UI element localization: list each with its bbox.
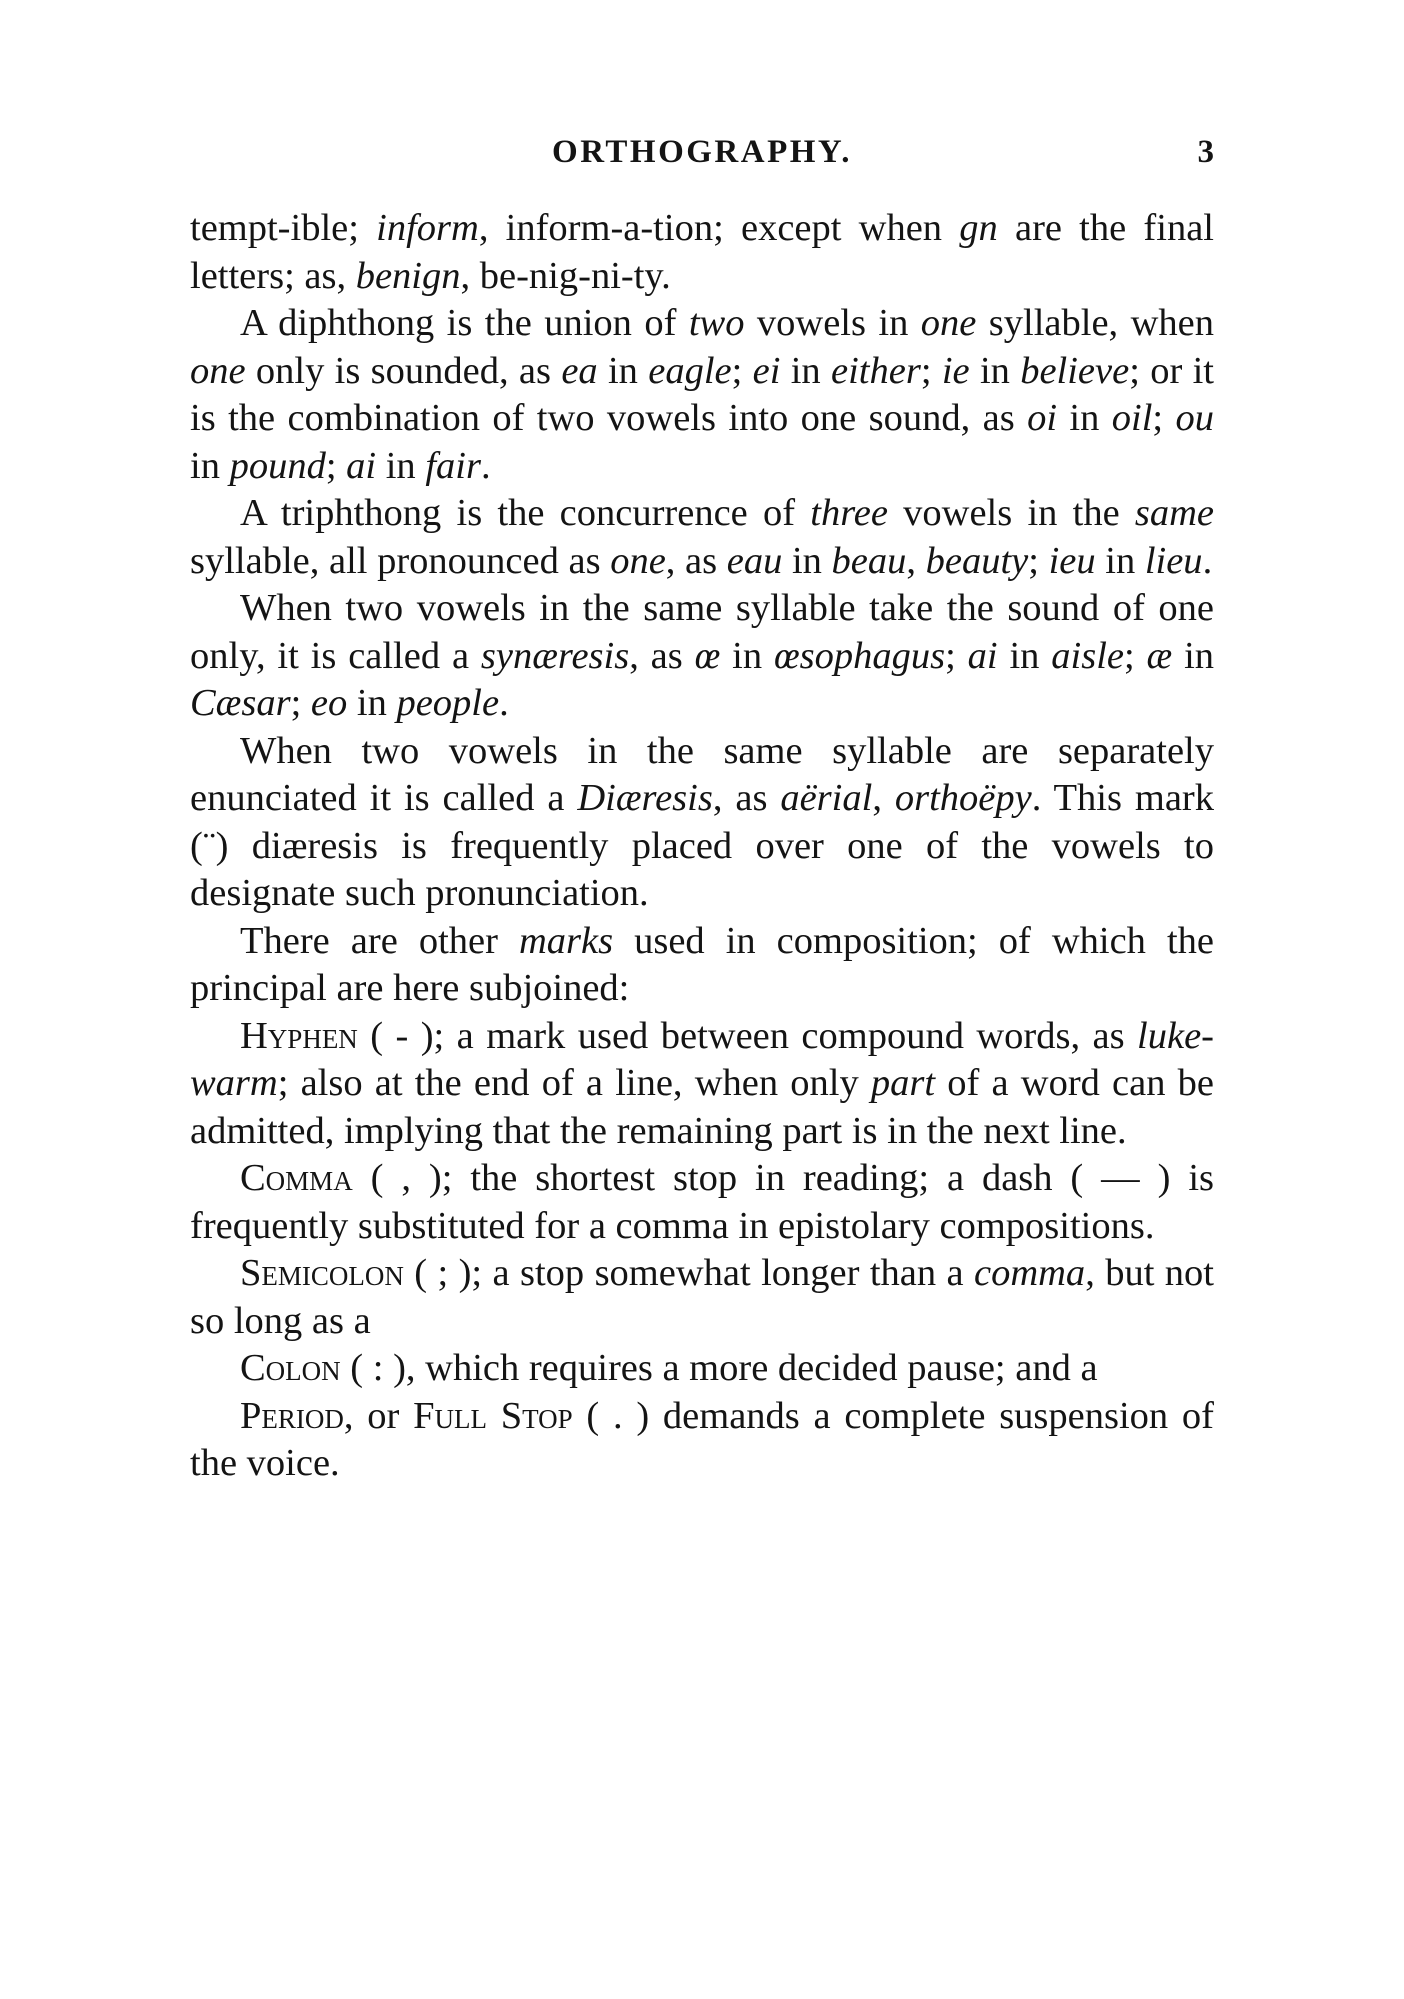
text-run: , be-nig-ni-ty.: [460, 254, 671, 297]
body-text: [190, 205, 1214, 1488]
text-run: ( . ) demands a complete suspension of the voice.: [190, 1394, 1214, 1484]
italic-text-run: one: [190, 349, 246, 392]
page-title: ORTHOGRAPHY.: [552, 134, 852, 170]
text-run: ,: [906, 539, 926, 582]
italic-text-run: eo: [310, 682, 348, 724]
italic-text-run: inform: [376, 207, 479, 249]
text-run: are the final letters; as,: [190, 207, 1214, 297]
italic-text-run: Diæresis: [577, 777, 713, 819]
italic-text-run: gn: [959, 207, 998, 249]
italic-text-run: people: [396, 682, 500, 724]
text-run: There are other: [240, 919, 519, 962]
text-run: ( - ); a mark used between compound words, as: [357, 1014, 1138, 1057]
text-run: only is sounded, as: [245, 349, 562, 392]
text-run: used in composition; of which the principal are here subjoined:: [190, 919, 1214, 1009]
text-run: , or: [343, 1394, 414, 1437]
italic-text-run: one: [610, 539, 666, 582]
text-run: in: [376, 444, 426, 487]
italic-text-run: one: [920, 302, 977, 344]
italic-text-run: ei: [752, 349, 781, 392]
small-caps-term: Colon: [240, 1347, 341, 1389]
paragraph: [190, 1155, 1214, 1250]
italic-text-run: oi: [1027, 397, 1058, 439]
text-run: , as: [629, 634, 695, 677]
italic-text-run: part: [870, 1062, 936, 1104]
italic-text-run: eagle: [648, 349, 732, 392]
italic-text-run: eau: [726, 539, 783, 582]
small-caps-term: Comma: [240, 1157, 353, 1199]
text-run: A triphthong is the concurrence of: [240, 492, 811, 534]
text-run: ; also at the end of a line, when only: [277, 1062, 871, 1104]
running-head: [190, 134, 1214, 184]
text-run: in: [969, 349, 1021, 392]
paragraph: [190, 918, 1214, 1013]
italic-text-run: ie: [941, 349, 970, 392]
text-run: ; or it is the combination of two vowels into one sound, as: [190, 349, 1214, 439]
text-run: in: [720, 634, 774, 677]
italic-text-run: pound: [229, 444, 326, 487]
small-caps-term: Semicolon: [240, 1252, 404, 1294]
italic-text-run: either: [831, 349, 921, 392]
italic-text-run: same: [1134, 492, 1214, 534]
italic-text-run: orthoëpy: [894, 777, 1032, 819]
italic-text-run: synæresis: [480, 634, 630, 677]
paragraph: [190, 728, 1214, 918]
italic-text-run: comma: [973, 1252, 1086, 1294]
italic-text-run: beau: [831, 539, 907, 582]
paragraph: [190, 300, 1214, 490]
text-run: ;: [920, 349, 942, 392]
text-run: When two vowels in the same syllable take the sound of one only, it is called a: [190, 587, 1214, 677]
text-run: When two vowels in the same syllable are separately enunciated it is called a: [190, 729, 1214, 819]
text-run: in: [347, 682, 397, 724]
text-run: ,: [872, 777, 895, 819]
italic-text-run: marks: [518, 919, 614, 962]
italic-text-run: beauty: [925, 539, 1029, 582]
italic-text-run: ai: [346, 444, 377, 487]
text-run: in: [1095, 539, 1145, 582]
small-caps-term: Full Stop: [413, 1394, 573, 1437]
text-run: syllable, all pronounced as: [190, 539, 611, 582]
italic-text-run: lieu: [1144, 539, 1203, 582]
italic-text-run: œsophagus: [773, 634, 946, 677]
text-run: , as: [665, 539, 727, 582]
text-run: ;: [1028, 539, 1049, 582]
paragraph: [190, 205, 1214, 300]
paragraph: [190, 490, 1214, 585]
paragraph: [190, 1393, 1214, 1488]
text-run: ;: [1152, 397, 1176, 439]
text-run: ( : ), which requires a more decided pause; and a: [340, 1347, 1098, 1389]
text-run: in: [597, 349, 649, 392]
paragraph: [190, 1250, 1214, 1345]
text-run: in: [997, 634, 1052, 677]
text-run: tempt-ible;: [190, 207, 377, 249]
text-run: A diphthong is the union of: [240, 302, 689, 344]
italic-text-run: luke-warm: [190, 1014, 1214, 1104]
text-run: , as: [712, 777, 781, 819]
text-run: of a word can be admitted, implying that the remaining part is in the next line.: [190, 1062, 1214, 1152]
italic-text-run: ea: [561, 349, 598, 392]
text-run: in: [190, 444, 230, 487]
text-run: ;: [945, 634, 968, 677]
italic-text-run: aisle: [1051, 634, 1124, 677]
text-run: in: [780, 349, 831, 392]
italic-text-run: two: [688, 302, 745, 344]
paragraph: [190, 1345, 1214, 1393]
text-run: in: [1172, 634, 1215, 677]
page-number: 3: [1197, 134, 1214, 170]
italic-text-run: ieu: [1048, 539, 1096, 582]
text-run: . This mark (¨) diæresis is frequently placed over one of the vowels to designate such pronunciation.: [190, 777, 1214, 914]
small-caps-term: Hyphen: [240, 1014, 358, 1057]
text-run: in: [1057, 397, 1112, 439]
text-run: .: [1202, 539, 1213, 582]
italic-text-run: benign: [355, 254, 461, 297]
text-run: ;: [1123, 634, 1147, 677]
italic-text-run: ou: [1175, 397, 1214, 439]
italic-text-run: Cæsar: [190, 682, 291, 724]
italic-text-run: œ: [694, 634, 721, 677]
italic-text-run: aërial: [780, 777, 873, 819]
text-run: vowels in the: [887, 492, 1135, 534]
text-run: ;: [325, 444, 347, 487]
text-run: ( , ); the shortest stop in reading; a dash ( — ) is frequently substituted for a comma in epistolary compositions.: [190, 1157, 1214, 1247]
italic-text-run: three: [810, 492, 888, 534]
italic-text-run: ai: [967, 634, 998, 677]
italic-text-run: æ: [1146, 634, 1173, 677]
paragraph: [190, 1013, 1214, 1156]
italic-text-run: fair: [425, 444, 481, 487]
text-run: vowels in: [744, 302, 921, 344]
text-run: ;: [290, 682, 311, 724]
text-run: .: [499, 682, 509, 724]
text-run: in: [782, 539, 832, 582]
italic-text-run: believe: [1020, 349, 1130, 392]
text-run: syllable, when: [976, 302, 1214, 344]
text-run: , inform-a-tion; except when: [478, 207, 960, 249]
small-caps-term: Period: [240, 1394, 344, 1437]
text-run: ( ; ); a stop somewhat longer than a: [403, 1252, 974, 1294]
text-run: , but not so long as a: [190, 1252, 1214, 1342]
italic-text-run: oil: [1111, 397, 1153, 439]
text-run: .: [480, 444, 491, 487]
paragraph: [190, 585, 1214, 728]
text-run: ;: [731, 349, 753, 392]
